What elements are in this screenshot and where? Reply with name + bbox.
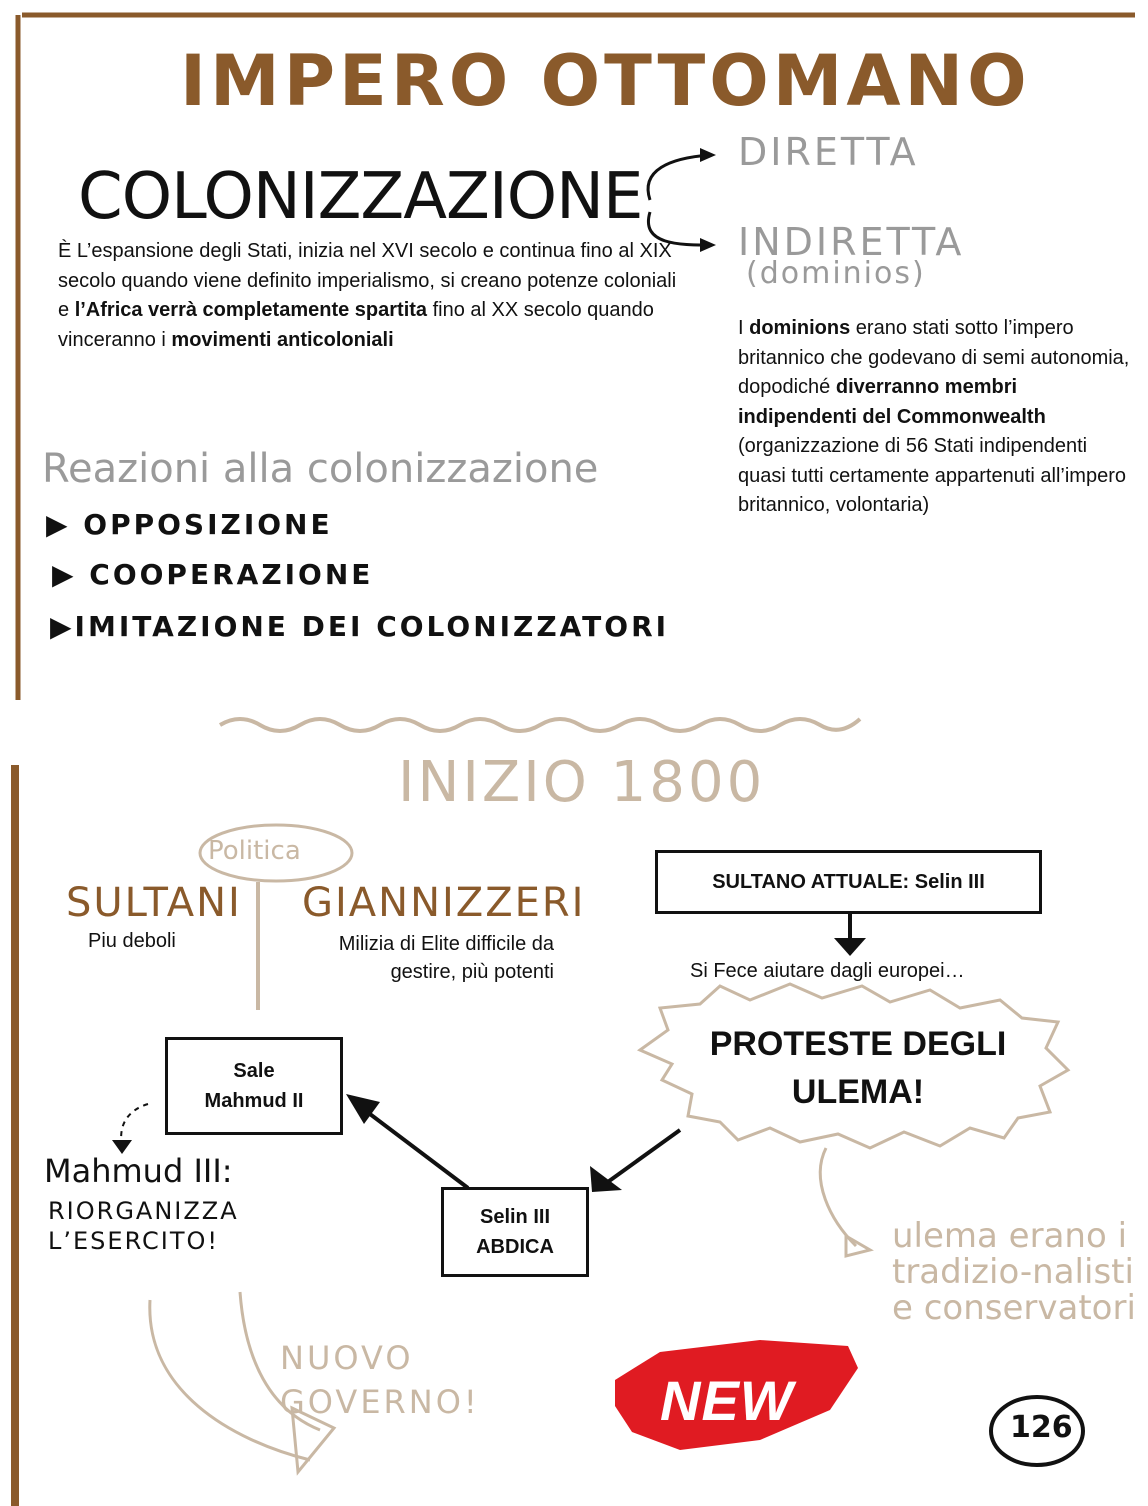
branch-diretta: DIRETTA [738,130,919,174]
colonizzazione-description [58,237,688,355]
dom-mid: erano stati sotto l’impero britannico che godevano di semi autonomia, dopodiché [738,317,1130,398]
page-title: IMPERO OTTOMANO [180,40,1031,122]
new-badge: NEW [660,1369,794,1432]
ulema-note: ulema erano i tradizio-nalisti e conservatori [892,1216,1136,1328]
col-desc-bold-2: movimenti anticoloniali [171,328,394,351]
giannizzeri-description: Milizia di Elite difficile da gestire, più potenti [338,933,554,983]
selin-abdica-box [441,1187,589,1277]
dom-post: (organizzazione di 56 Stati indipendenti quasi tutti certamente appartenuti all’impero britannico, volontaria) [738,435,1126,516]
section-heading-inizio: INIZIO 1800 [398,750,766,815]
page-number: 126 [1010,1410,1073,1445]
reazioni-item-label: IMITAZIONE DEI COLONIZZATORI [74,610,670,643]
dominions-description [738,314,1138,521]
riorganizza-label: RIORGANIZZA L’ESERCITO! [48,1197,239,1255]
politica-label: Politica [208,836,301,866]
reazioni-item-label: OPPOSIZIONE [83,508,333,541]
dom-bold-2: diverranno membri indipendenti del Commonwealth [738,376,1046,428]
reazioni-item-label: COOPERAZIONE [89,558,374,591]
branch-indiretta: INDIRETTA [738,220,965,264]
sultani-heading: SULTANI [66,880,242,926]
col-desc-bold-1: l’Africa verrà completamente spartita [74,299,428,321]
nuovo-governo-label: NUOVO GOVERNO! [280,1339,480,1421]
reazioni-item-1: ▶ OPPOSIZIONE [46,508,333,541]
dom-pre: I [738,317,750,339]
branch-dominios: (dominios) [746,256,926,291]
sale-mahmud-label: Sale Mahmud II [204,1060,304,1112]
mahmud-iii-label: Mahmud III: [44,1152,233,1190]
col-desc-part-2: fino al XX secolo quando vinceranno i [58,299,654,351]
reazioni-heading: Reazioni alla colonizzazione [42,446,599,492]
colonizzazione-heading: COLONIZZAZIONE [78,160,643,234]
aiutare-text: Si Fece aiutare dagli europei… [690,960,965,982]
selin-abdica-label: Selin III ABDICA [476,1206,554,1258]
sultano-attuale-box: SULTANO ATTUALE: Selin III [655,850,1042,914]
giannizzeri-heading: GIANNIZZERI [302,880,586,926]
sultani-description: Piu deboli [88,930,176,952]
reazioni-item-3: ▶IMITAZIONE DEI COLONIZZATORI [50,610,670,643]
dom-bold-1: dominions [749,317,851,339]
col-desc-part-1: È L’espansione degli Stati, inizia nel XVI secolo e continua fino al XIX secolo quando viene definito imperialismo, si creano potenze coloniali e [58,240,677,321]
sale-mahmud-box [165,1037,343,1135]
reazioni-item-2: ▶ COOPERAZIONE [52,558,374,591]
proteste-ulema-text: PROTESTE DEGLI ULEMA! [709,1025,1007,1111]
